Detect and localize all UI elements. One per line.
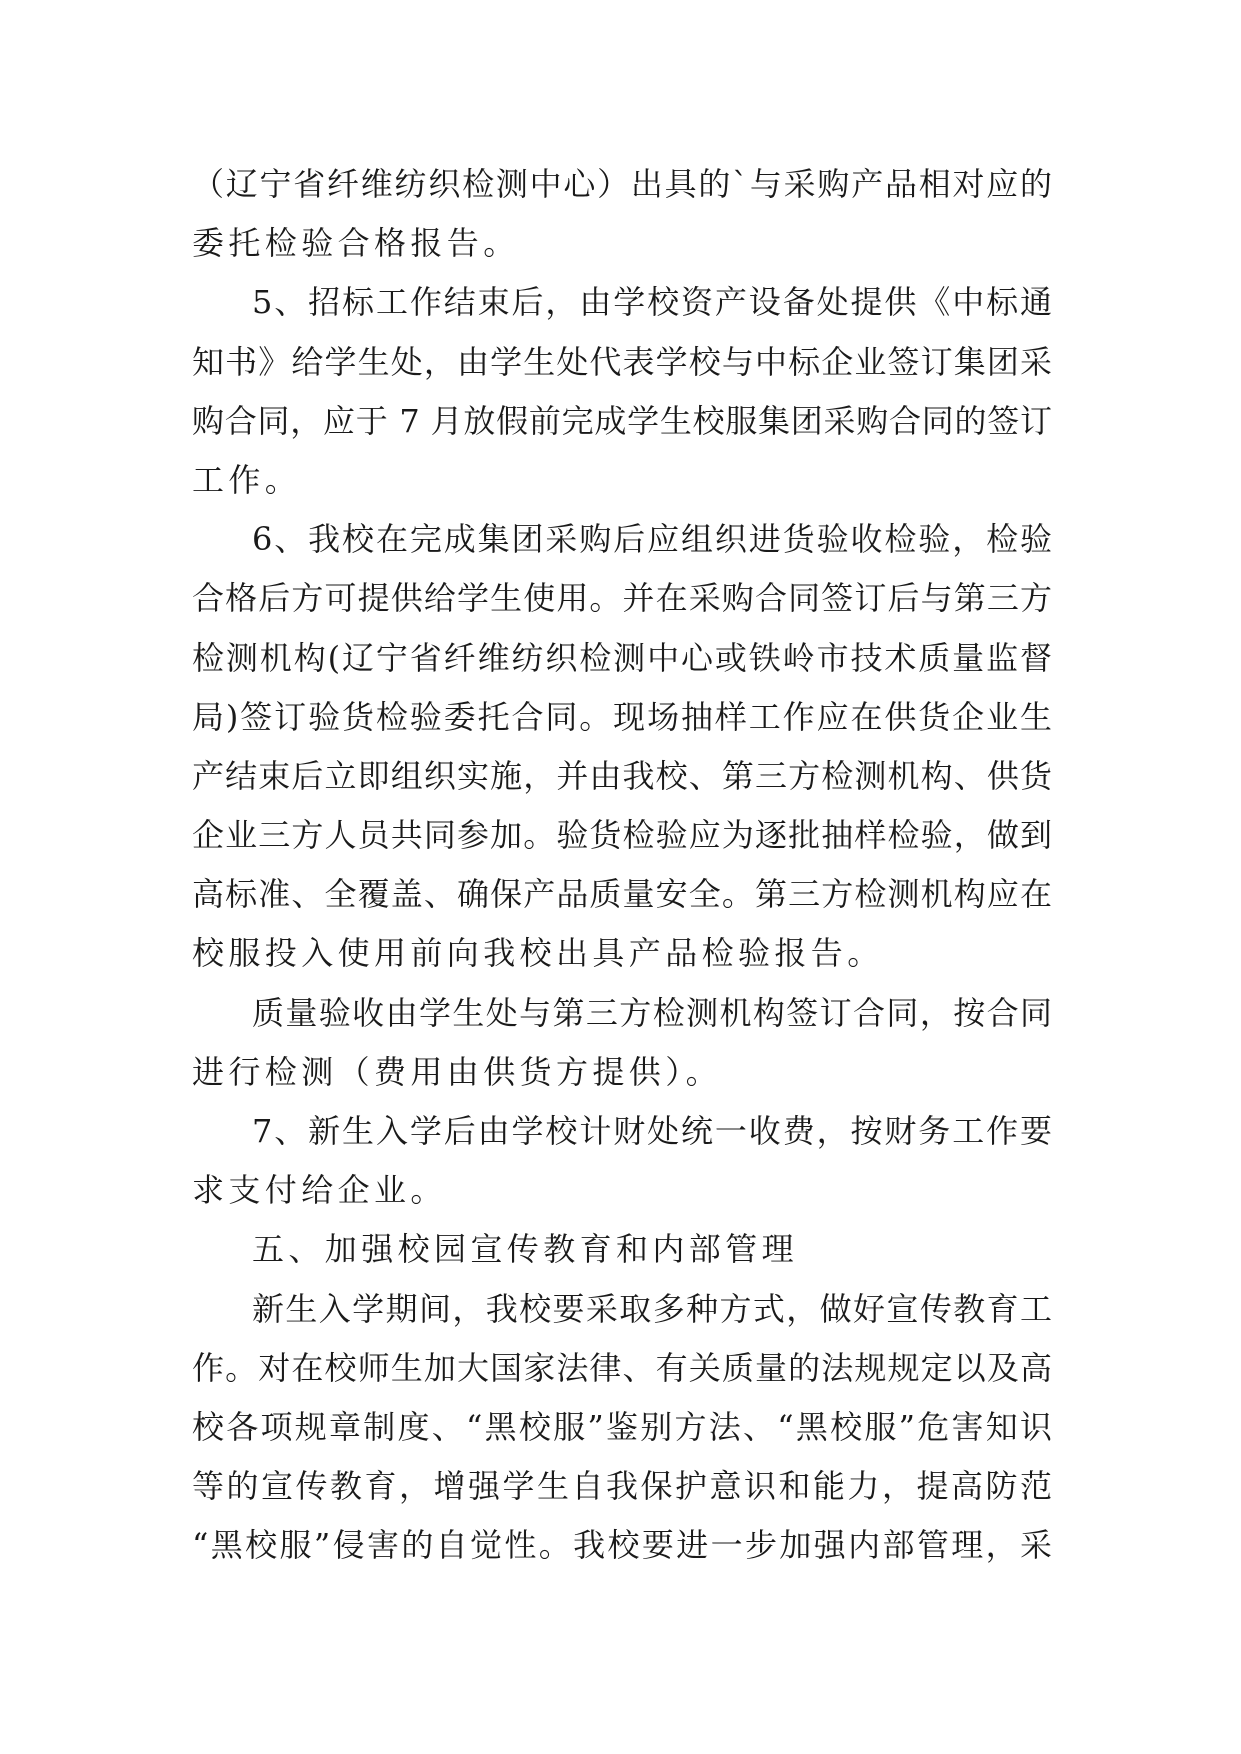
text-line: 高标准、全覆盖、确保产品质量安全。第三方检测机构应在 <box>192 875 1052 914</box>
text-line: 校服投入使用前向我校出具产品检验报告。 <box>192 934 884 973</box>
text-line: “黑校服”侵害的自觉性。我校要进一步加强内部管理，采 <box>192 1526 1052 1565</box>
text-line: 企业三方人员共同参加。验货检验应为逐批抽样检验，做到 <box>192 816 1052 855</box>
text-line: 工作。 <box>192 460 302 499</box>
text-line: 求支付给企业。 <box>192 1171 447 1210</box>
text-line: 产结束后立即组织实施，并由我校、第三方检测机构、供货 <box>192 756 1052 795</box>
text-line: 检测机构(辽宁省纤维纺织检测中心或铁岭市技术质量监督 <box>192 638 1052 677</box>
text-line: 局)签订验货检验委托合同。现场抽样工作应在供货企业生 <box>192 697 1052 736</box>
text-line: 等的宣传教育，增强学生自我保护意识和能力，提高防范 <box>192 1467 1052 1506</box>
text-line: 校各项规章制度、“黑校服”鉴别方法、“黑校服”危害知识 <box>192 1407 1052 1446</box>
text-line: 新生入学期间，我校要采取多种方式，做好宣传教育工 <box>252 1289 1052 1328</box>
text-line: 7、新生入学后由学校计财处统一收费，按财务工作要 <box>252 1112 1052 1150</box>
text-line: 委托检验合格报告。 <box>192 224 520 263</box>
text-line: 作。对在校师生加大国家法律、有关质量的法规规定以及高 <box>192 1348 1052 1387</box>
text-line: 进行检测（费用由供货方提供）。 <box>192 1052 723 1091</box>
section-heading: 五、加强校园宣传教育和内部管理 <box>252 1230 799 1269</box>
text-line: 购合同，应于 7 月放假前完成学生校服集团采购合同的签订 <box>192 401 1052 440</box>
text-line: 知书》给学生处，由学生处代表学校与中标企业签订集团采 <box>192 342 1052 381</box>
text-line: 6、我校在完成集团采购后应组织进货验收检验，检验 <box>252 520 1052 559</box>
document-body <box>192 155 1052 1576</box>
text-line: 5、招标工作结束后，由学校资产设备处提供《中标通 <box>252 283 1052 322</box>
text-line: 合格后方可提供给学生使用。并在采购合同签订后与第三方 <box>192 579 1052 618</box>
text-line: 质量验收由学生处与第三方检测机构签订合同，按合同 <box>252 993 1052 1032</box>
text-line: （辽宁省纤维纺织检测中心）出具的`与采购产品相对应的 <box>192 165 1052 203</box>
